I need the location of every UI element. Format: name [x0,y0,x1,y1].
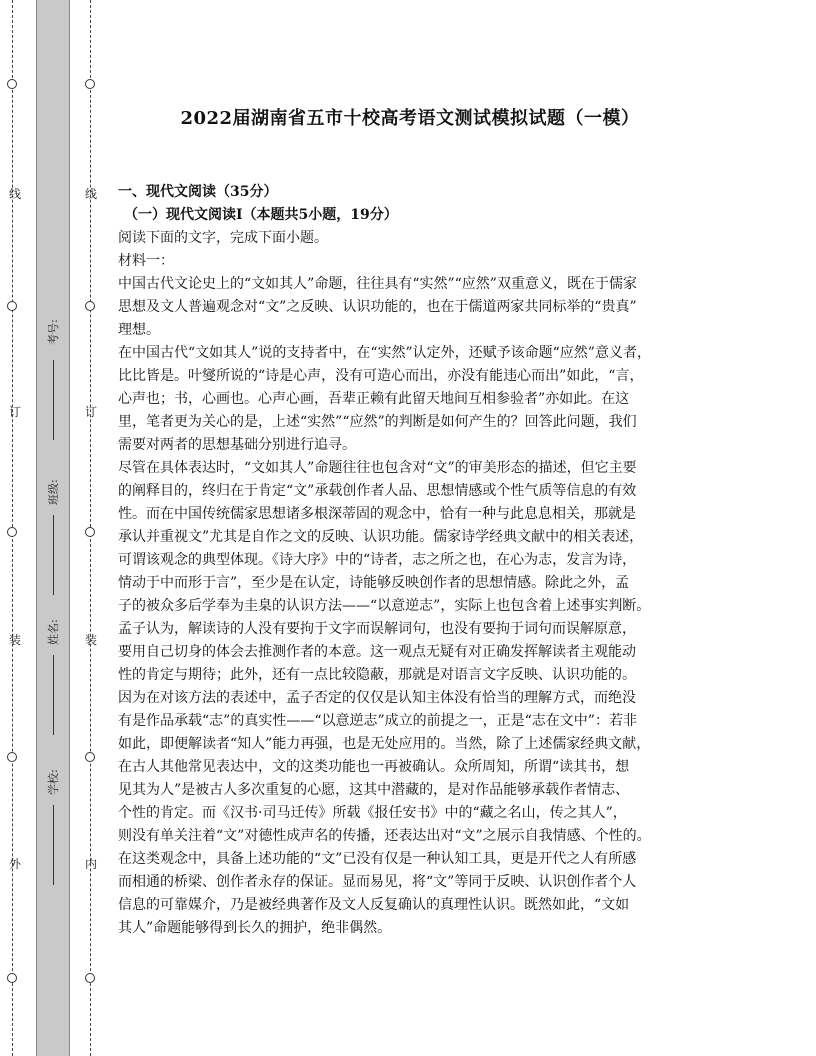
school-blank[interactable] [53,805,54,885]
section-heading: （一）现代文阅读Ⅰ（本题共5小题，19分） [124,207,398,223]
punch-hole [85,752,95,762]
text-line: 可谓该观念的典型体现。《诗大序》中的“诗者，志之所之也，在心为志，发言为诗， [118,552,637,568]
text-line: 阅读下面的文字，完成下面小题。 [118,230,328,246]
text-line: 心声也；书，心画也。心声心画，吾辈正赖有此留天地间互相参验者”亦如此。在这 [118,391,630,407]
punch-hole [85,301,95,311]
inner-char-xian: 线 [84,187,97,201]
text-line: 材料一： [118,253,174,269]
name-blank[interactable] [53,655,54,735]
text-line: 在中国古代“文如其人”说的支持者中，在“实然”认定外，还赋予该命题“应然”意义者， [118,345,651,361]
punch-hole [85,973,95,983]
text-line: 需要对两者的思想基础分别进行追寻。 [118,437,356,453]
class-label: 班级: [47,479,60,505]
text-line: 性的肯定与期待；此外，还有一点比较隐蔽，那就是对语言文字反映、认识功能的。 [118,667,636,683]
inner-char-zhuang: 装 [84,633,97,647]
text-line: 子的被众多后学奉为圭臬的认识方法——“以意逆志”，实际上也包含着上述事实判断。 [118,598,651,614]
inner-char-ding: 订 [84,405,97,419]
text-line: 信息的可靠媒介，乃是被经典著作及文人反复确认的真理性认识。既然如此，“文如 [118,897,630,913]
text-line: 则没有单关注着“文”对德性成声名的传播，还表达出对“文”之展示自我情感、个性的。 [118,828,651,844]
punch-hole [7,973,17,983]
exam-number-label: 考号: [47,319,60,345]
outer-char-zhuang: 装 [8,633,21,647]
text-line: 里，笔者更为关心的是，上述“实然”“应然”的判断是如何产生的？回答此问题，我们 [118,414,637,430]
text-line: 因为在对该方法的表述中，孟子否定的仅仅是认知主体没有恰当的理解方式，而绝没 [118,690,636,706]
page-title: 2022届湖南省五市十校高考语文测试模拟试题（一模） [180,108,640,129]
punch-hole [7,301,17,311]
text-line: 理想。 [118,322,160,338]
punch-hole [7,752,17,762]
text-line: 的阐释目的，终归在于肯定“文”承载创作者人品、思想情感或个性气质等信息的有效 [118,483,637,499]
text-line: 思想及文人普遍观念对“文”之反映、认识功能的，也在于儒道两家共同标举的“贵真” [118,299,637,315]
punch-hole [85,79,95,89]
school-label: 学校: [47,769,60,795]
text-line: 如此，即便解读者“知人”能力再强，也是无处应用的。当然，除了上述儒家经典文献， [118,736,651,752]
outer-char-xian: 线 [8,187,21,201]
punch-hole [85,527,95,537]
text-line: 承认并重视文”尤其是自作之文的反映、认识功能。儒家诗学经典文献中的相关表述， [118,529,644,545]
text-line: 而相通的桥梁、创作者永存的保证。显而易见，将“文”等同于反映、认识创作者个人 [118,874,637,890]
inner-char-nei: 内 [84,857,97,871]
text-line: 中国古代文论史上的“文如其人”命题，往往具有“实然”“应然”双重意义，既在于儒家 [118,276,637,292]
outer-char-wai: 外 [8,857,21,871]
outer-char-ding: 订 [8,405,21,419]
text-line: 有是作品承载“志”的真实性——“以意逆志”成立的前提之一，正是“志在文中”：若非 [118,713,637,729]
name-label: 姓名: [47,619,60,645]
text-line: 在古人其他常见表达中，文的这类功能也一再被确认。众所周知，所谓“读其书，想 [118,759,630,775]
section-heading: 一、现代文阅读（35分） [118,184,278,200]
punch-hole [7,527,17,537]
class-blank[interactable] [53,515,54,595]
text-line: 在这类观念中，具备上述功能的“文”已没有仅是一种认知工具，更是开代之人有所感 [118,851,637,867]
text-line: 比比皆是。叶燮所说的“诗是心声，没有可造心而出，亦没有能违心而出”如此，“言， [118,368,644,384]
text-line: 个性的肯定。而《汉书·司马迁传》所载《报任安书》中的“藏之名山，传之其人”， [118,805,627,821]
text-line: 要用自己切身的体会去推测作者的本意。这一观点无疑有对正确发挥解读者主观能动 [118,644,636,660]
punch-hole [7,79,17,89]
exam-number-blank[interactable] [53,360,54,440]
reading-passage [118,181,708,940]
text-line: 其人”命题能够得到长久的拥护，绝非偶然。 [118,920,392,936]
text-line: 孟子认为，解读诗的人没有要拘于文字而误解词句，也没有要拘于词句而误解原意， [118,621,636,637]
text-line: 性。而在中国传统儒家思想诸多根深蒂固的观念中，恰有一种与此息息相关，那就是 [118,506,636,522]
text-line: 情动于中而形于言”，至少是在认定，诗能够反映创作者的思想情感。除此之外，孟 [118,575,630,591]
text-line: 见其为人”是被古人多次重复的心愿，这其中潜藏的，是对作品能够承载作者情志、 [118,782,630,798]
text-line: 尽管在具体表达时，“文如其人”命题往往也包含对“文”的审美形态的描述，但它主要 [118,460,637,476]
